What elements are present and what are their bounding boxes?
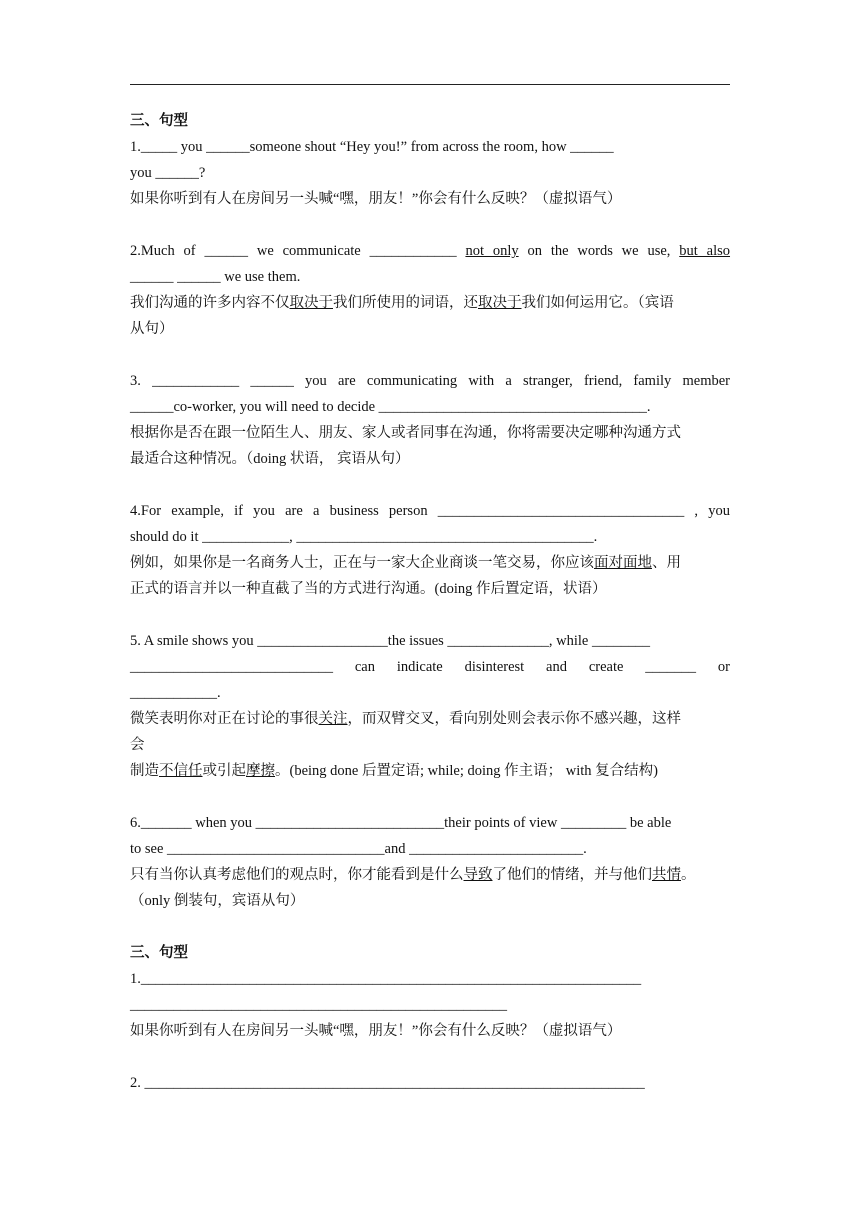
q1-english-line-2: you ______? — [130, 165, 206, 181]
worksheet-page — [130, 108, 730, 1096]
q2-zh-underlined-2: 取决于 — [478, 295, 522, 311]
answer-1-line-2: ____________________________________________________ — [130, 997, 507, 1013]
q5-chinese-line-1 — [130, 706, 730, 732]
q6-zh-a: 只有当你认真考虑他们的观点时，你才能看到是什么 — [130, 867, 464, 883]
q4-english-line-2: should do it ____________, _________________________________________. — [130, 529, 598, 545]
q2-zh-underlined-1: 取决于 — [289, 295, 333, 311]
q5-english-line-2: ____________________________ can indicate disinterest and create _______ or — [130, 659, 730, 675]
q6-zh-c: 。 — [681, 867, 696, 883]
q6-chinese-line-2: （only 倒装句，宾语从句） — [130, 893, 305, 909]
q4-zh-underlined: 面对面地 — [594, 555, 652, 571]
q3-chinese-line-2: 最适合这种情况。（doing 状语， 宾语从句） — [130, 451, 410, 467]
q4-english-line-1: 4.For example, if you are a business person __________________________________ , you — [130, 503, 730, 519]
q4-zh-b: 、用 — [652, 555, 681, 571]
q3-english-line-2: ______co-worker, you will need to decide _____________________________________. — [130, 399, 651, 415]
question-6 — [130, 810, 730, 914]
header-rule — [130, 84, 730, 85]
question-2 — [130, 238, 730, 342]
q6-chinese-line-1 — [130, 862, 730, 888]
q4-chinese-line-2: 正式的语言并以一种直截了当的方式进行沟通。(doing 作后置定语，状语） — [130, 581, 607, 597]
question-1 — [130, 134, 730, 212]
q5-zh3-a: 制造 — [130, 763, 159, 779]
q5-zh3-underlined-2: 摩擦 — [246, 763, 275, 779]
q5-zh3-underlined-1: 不信任 — [159, 763, 203, 779]
q5-zh3-b: 或引起 — [202, 763, 246, 779]
q5-zh3-c: 。(being done 后置定语; while; doing 作主语； with 复合结构) — [275, 763, 659, 779]
q4-chinese-line-1 — [130, 550, 730, 576]
q3-chinese-line-1: 根据你是否在跟一位陌生人、朋友、家人或者同事在沟通，你将需要决定哪种沟通方式 — [130, 425, 681, 441]
q5-zh-underlined: 关注 — [318, 711, 348, 727]
q2-underlined-not-only: not only — [465, 243, 519, 259]
answer-1-chinese: 如果你听到有人在房间另一头喊“嘿，朋友！”你会有什么反映？（虚拟语气） — [130, 1023, 622, 1039]
q2-chinese-line-2: 从句） — [130, 321, 174, 337]
section-heading: 三、句型 — [130, 113, 188, 129]
q2-chinese-line-1 — [130, 290, 730, 316]
q6-zh-underlined-2: 共情 — [652, 867, 681, 883]
q3-english-line-1: 3. ____________ ______ you are communicating with a stranger, friend, family member — [130, 373, 730, 389]
q5-zh-b: ，而双臂交叉，看向别处则会表示你不感兴趣，这样 — [347, 711, 681, 727]
q1-english-line-1: 1._____ you ______someone shout “Hey you!” from across the room, how ______ — [130, 139, 614, 155]
question-4 — [130, 498, 730, 602]
q6-zh-b: 了他们的情绪，并与他们 — [492, 867, 652, 883]
q6-english-line-1: 6._______ when you __________________________their points of view _________ be able — [130, 815, 672, 831]
q6-zh-underlined-1: 导致 — [463, 867, 493, 883]
q5-english-line-3: ____________. — [130, 685, 221, 701]
q2-english-line-1 — [130, 238, 730, 264]
q5-zh-a: 微笑表明你对正在讨论的事很 — [130, 711, 319, 727]
q2-zh-b: 我们所使用的词语，还 — [333, 295, 478, 311]
answer-2-line-1: 2. _____________________________________________________________________ — [130, 1075, 645, 1091]
q4-zh-a: 例如，如果你是一名商务人士，正在与一家大企业商谈一笔交易，你应该 — [130, 555, 594, 571]
answer-1-line-1: 1._____________________________________________________________________ — [130, 971, 642, 987]
q2-zh-c: 我们如何运用它。（宾语 — [521, 295, 674, 311]
q6-english-line-2: to see ______________________________and ________________________. — [130, 841, 587, 857]
q5-english-line-1: 5. A smile shows you __________________the issues ______________, while ________ — [130, 633, 650, 649]
q2-underlined-but-also: but also — [679, 243, 731, 259]
q2-text-a: 2.Much of ______ we communicate ____________ — [130, 243, 466, 259]
q2-text-b: on the words we use, — [518, 243, 680, 259]
q2-zh-a: 我们沟通的许多内容不仅 — [130, 295, 290, 311]
q5-chinese-line-3 — [130, 758, 730, 784]
question-3 — [130, 368, 730, 472]
q2-english-line-2: ______ ______ we use them. — [130, 269, 301, 285]
q5-chinese-line-2: 会 — [130, 737, 145, 753]
q1-chinese-translation: 如果你听到有人在房间另一头喊“嘿，朋友！”你会有什么反映？（虚拟语气） — [130, 191, 622, 207]
section-heading-2: 三、句型 — [130, 945, 188, 961]
question-5 — [130, 628, 730, 784]
